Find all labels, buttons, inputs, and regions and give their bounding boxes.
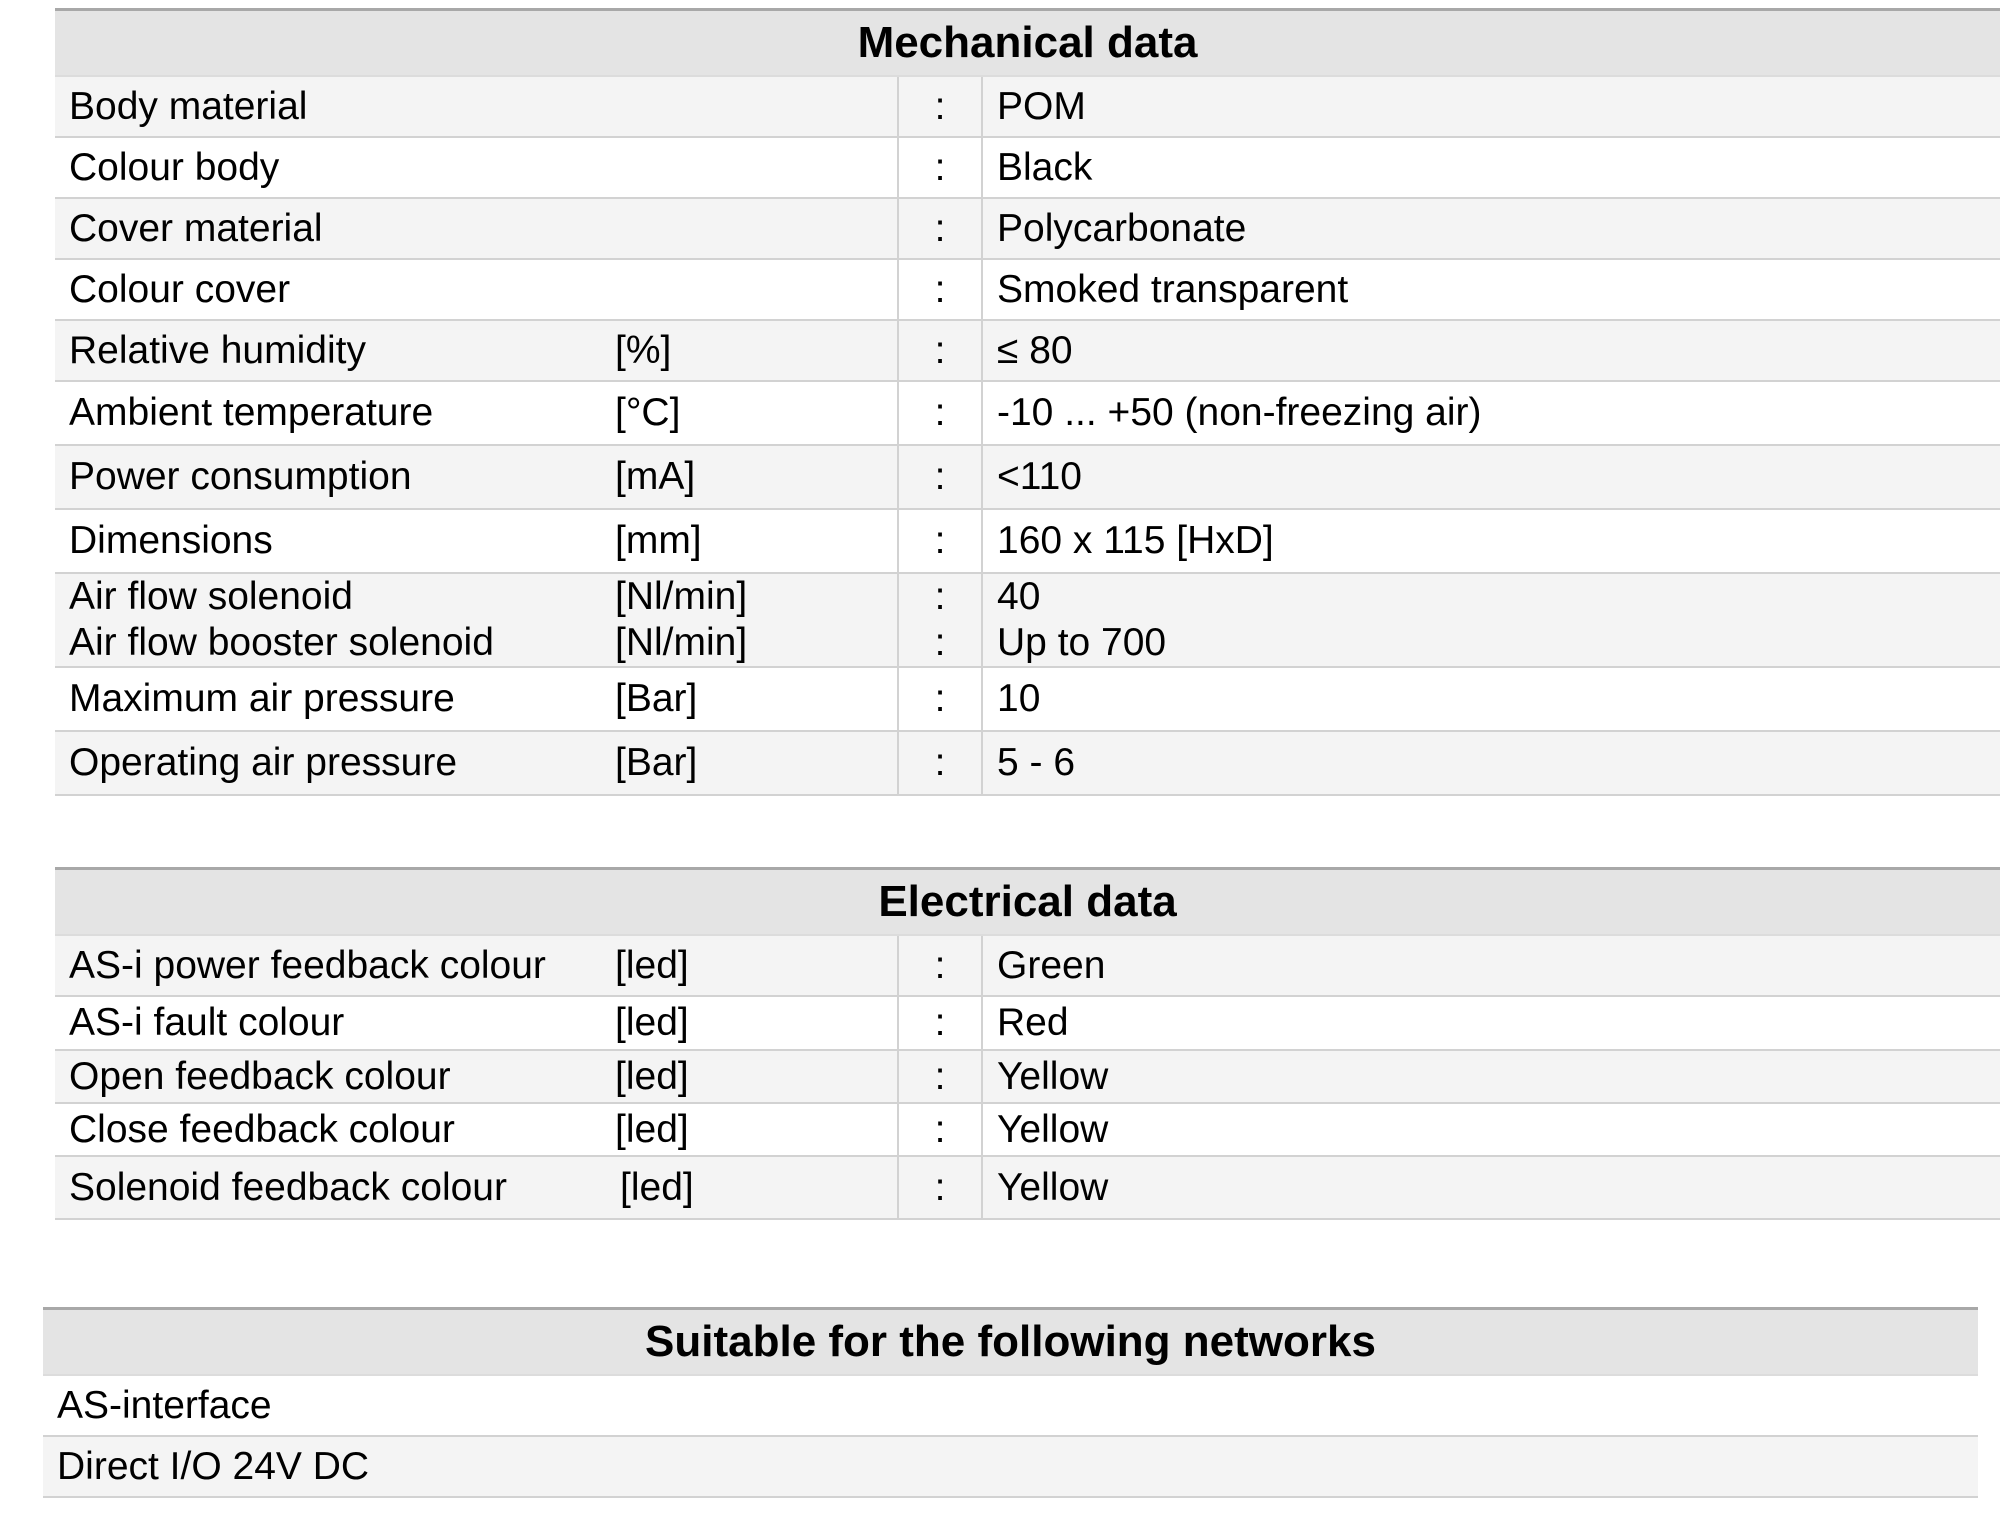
spec-label: Solenoid feedback colour bbox=[55, 1156, 615, 1219]
table-row bbox=[55, 1050, 2000, 1103]
spec-colon: : bbox=[898, 137, 982, 198]
spec-colon: : bbox=[898, 731, 982, 795]
spec-value: Red bbox=[982, 996, 2000, 1050]
spec-colon: : bbox=[898, 509, 982, 573]
spec-label: Power consumption bbox=[55, 445, 615, 509]
electrical-data-header bbox=[55, 869, 2000, 936]
spec-colon bbox=[898, 573, 982, 667]
list-item bbox=[43, 1436, 1978, 1497]
spec-unit bbox=[615, 76, 898, 137]
spec-label: Body material bbox=[55, 76, 615, 137]
table-row bbox=[55, 137, 2000, 198]
spec-label: Relative humidity bbox=[55, 320, 615, 381]
mechanical-data-table bbox=[55, 8, 2000, 796]
spec-colon: : bbox=[898, 1050, 982, 1103]
spec-value: 160 x 115 [HxD] bbox=[982, 509, 2000, 573]
spec-colon: : bbox=[898, 667, 982, 731]
table-row bbox=[55, 1156, 2000, 1219]
table-row bbox=[55, 667, 2000, 731]
spec-unit bbox=[615, 137, 898, 198]
spec-value: Yellow bbox=[982, 1103, 2000, 1156]
spec-label: Colour cover bbox=[55, 259, 615, 320]
spec-value: POM bbox=[982, 76, 2000, 137]
table-row bbox=[55, 509, 2000, 573]
spec-unit-line: [Nl/min] bbox=[615, 621, 748, 664]
network-name: Direct I/O 24V DC bbox=[43, 1436, 1978, 1497]
spec-label: AS-i fault colour bbox=[55, 996, 615, 1050]
table-row bbox=[55, 198, 2000, 259]
table-row bbox=[55, 259, 2000, 320]
section-title: Electrical data bbox=[55, 869, 2000, 936]
networks-header bbox=[43, 1309, 1978, 1376]
spec-unit bbox=[615, 259, 898, 320]
spec-unit: [led] bbox=[615, 1156, 898, 1219]
spec-label: AS-i power feedback colour bbox=[55, 935, 615, 996]
spec-value: Black bbox=[982, 137, 2000, 198]
table-row bbox=[55, 445, 2000, 509]
spec-value: Polycarbonate bbox=[982, 198, 2000, 259]
spec-colon-line: : bbox=[934, 621, 946, 664]
section-title: Mechanical data bbox=[55, 10, 2000, 77]
spec-label: Dimensions bbox=[55, 509, 615, 573]
mechanical-data-section bbox=[55, 8, 2000, 796]
spec-value: <110 bbox=[982, 445, 2000, 509]
networks-table bbox=[43, 1307, 1978, 1498]
spec-unit: [led] bbox=[615, 996, 898, 1050]
spec-label: Open feedback colour bbox=[55, 1050, 615, 1103]
spec-value: -10 ... +50 (non-freezing air) bbox=[982, 381, 2000, 445]
section-title: Suitable for the following networks bbox=[43, 1309, 1978, 1376]
table-row bbox=[55, 320, 2000, 381]
spec-unit: [%] bbox=[615, 320, 898, 381]
spec-label: Ambient temperature bbox=[55, 381, 615, 445]
spec-unit: [led] bbox=[615, 1103, 898, 1156]
spec-value: 5 - 6 bbox=[982, 731, 2000, 795]
spec-unit: [°C] bbox=[615, 381, 898, 445]
spec-label-line: Air flow booster solenoid bbox=[69, 621, 494, 664]
spec-colon-line: : bbox=[934, 575, 946, 618]
spec-value-line: Up to 700 bbox=[997, 621, 1167, 664]
table-row bbox=[55, 996, 2000, 1050]
spec-label: Cover material bbox=[55, 198, 615, 259]
spec-unit bbox=[615, 198, 898, 259]
spec-unit-line: [Nl/min] bbox=[615, 575, 748, 618]
spec-value: Yellow bbox=[982, 1156, 2000, 1219]
spec-colon: : bbox=[898, 198, 982, 259]
spec-label: Maximum air pressure bbox=[55, 667, 615, 731]
spec-value: Yellow bbox=[982, 1050, 2000, 1103]
spec-colon: : bbox=[898, 1156, 982, 1219]
spec-label-line: Air flow solenoid bbox=[69, 575, 353, 618]
spec-unit: [Bar] bbox=[615, 667, 898, 731]
spec-unit: [led] bbox=[615, 935, 898, 996]
spec-label bbox=[55, 573, 615, 667]
spec-value bbox=[982, 573, 2000, 667]
spec-unit: [mm] bbox=[615, 509, 898, 573]
spec-label: Operating air pressure bbox=[55, 731, 615, 795]
spec-label: Colour body bbox=[55, 137, 615, 198]
spec-value: ≤ 80 bbox=[982, 320, 2000, 381]
spec-value: Smoked transparent bbox=[982, 259, 2000, 320]
list-item bbox=[43, 1375, 1978, 1436]
table-row bbox=[55, 76, 2000, 137]
spec-label: Close feedback colour bbox=[55, 1103, 615, 1156]
electrical-data-table bbox=[55, 867, 2000, 1220]
spec-colon: : bbox=[898, 1103, 982, 1156]
spec-colon: : bbox=[898, 381, 982, 445]
spec-unit bbox=[615, 573, 898, 667]
spec-unit: [mA] bbox=[615, 445, 898, 509]
mechanical-data-header bbox=[55, 10, 2000, 77]
electrical-data-section bbox=[55, 867, 2000, 1220]
spec-colon: : bbox=[898, 320, 982, 381]
spec-colon: : bbox=[898, 996, 982, 1050]
spec-colon: : bbox=[898, 935, 982, 996]
spec-colon: : bbox=[898, 259, 982, 320]
spec-unit: [led] bbox=[615, 1050, 898, 1103]
table-row bbox=[55, 1103, 2000, 1156]
spec-value-line: 40 bbox=[997, 575, 1041, 618]
networks-section bbox=[43, 1307, 1978, 1498]
spec-unit: [Bar] bbox=[615, 731, 898, 795]
table-row bbox=[55, 381, 2000, 445]
spec-colon: : bbox=[898, 445, 982, 509]
spec-value: Green bbox=[982, 935, 2000, 996]
table-row bbox=[55, 573, 2000, 667]
network-name: AS-interface bbox=[43, 1375, 1978, 1436]
table-row bbox=[55, 731, 2000, 795]
spec-colon: : bbox=[898, 76, 982, 137]
spec-value: 10 bbox=[982, 667, 2000, 731]
table-row bbox=[55, 935, 2000, 996]
